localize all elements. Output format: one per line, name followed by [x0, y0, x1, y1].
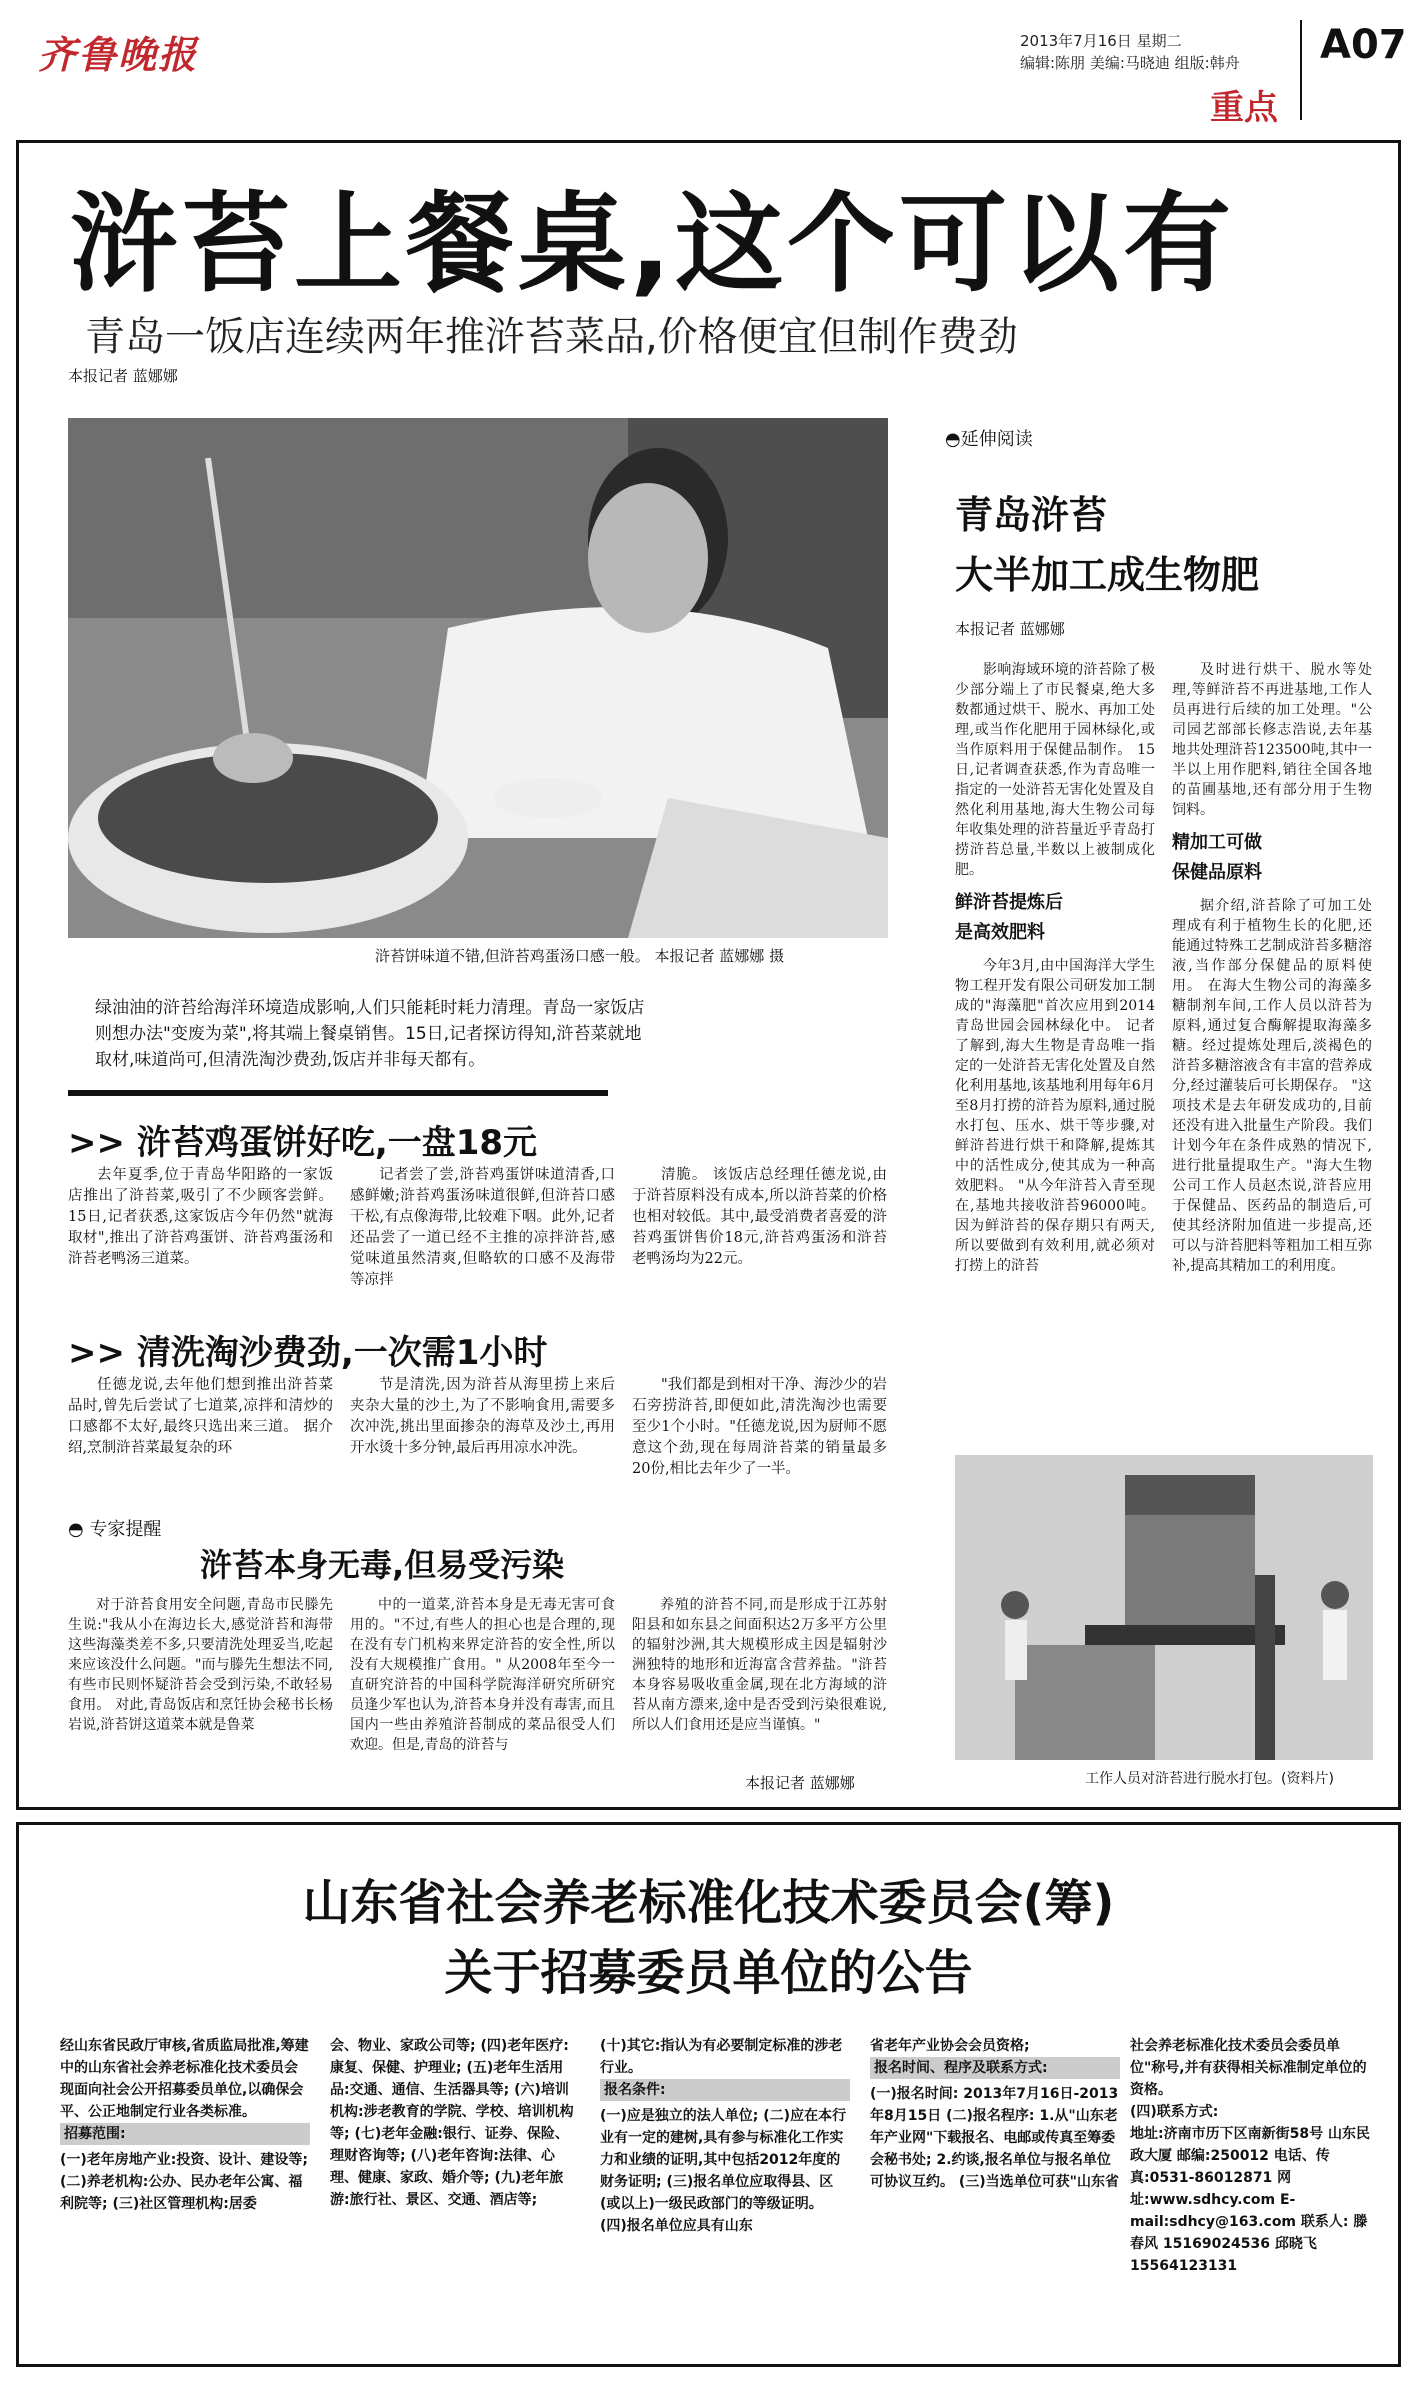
dining-photo: [68, 418, 888, 938]
dining-photo-art: [68, 418, 888, 938]
expert-kicker: ◓ 专家提醒: [68, 1519, 162, 1540]
notice-col4-body: (一)报名时间: 2013年7月16日-2013年8月15日 (二)报名程序: 1.从"山东老年产业网"下载报名、电邮或传真至筹委会秘书处; 2.约谈,报名单位与报名单位可协议互约。 (三)当选单位可获"山东省: [870, 2086, 1119, 2190]
sidebar-col1-para-b: 今年3月,由中国海洋大学生物工程开发有限公司研发加工制成的"海藻肥"首次应用到2014青岛世园会园林绿化中。 记者了解到,海大生物是青岛唯一指定的一处浒苔无害化处置及自然化利用基地,该基地利用每年6月至8月打捞的浒苔为原料,通过脱水打包、压水、烘干等步骤,对鲜浒苔进行烘干和降解,提炼其中的活性成分,使其成为一种高效肥料。 "从今年浒苔入青至现在,基地共接收浒苔96000吨。因为鲜浒苔的保存期只有两天,所以要做到有效利用,就必须对打捞上的浒苔: [955, 958, 1155, 1274]
notice-col1-intro: 经山东省民政厅审核,省质监局批准,筹建中的山东省社会养老标准化技术委员会现面向社会公开招募委员单位,以确保会平、公正地制定行业各类标准。: [60, 2038, 309, 2120]
notice-col5: [1130, 2035, 1375, 2277]
sidebar-kicker: ◓延伸阅读: [945, 429, 1033, 450]
notice-col3-heading: 报名条件:: [600, 2079, 850, 2101]
expert-col2: [350, 1595, 615, 1755]
baling-photo-caption: 工作人员对浒苔进行脱水打包。(资料片): [1085, 1771, 1334, 1787]
section1-title: >> 浒苔鸡蛋饼好吃,一盘18元: [68, 1123, 538, 1163]
section1-col2: [350, 1165, 615, 1291]
sidebar-col1-para-a: 影响海域环境的浒苔除了极少部分端上了市民餐桌,绝大多数都通过烘干、脱水、再加工处理,或当作化肥用于园林绿化,或当作原料用于保健品制作。 15日,记者调查获悉,作为青岛唯一指定的一处浒苔无害化处置及自然化利用基地,海大生物公司每年收集处理的浒苔量近乎青岛打捞浒苔总量,半数以上被制成化肥。: [955, 662, 1155, 878]
baling-photo-art: [955, 1455, 1373, 1760]
sidebar-byline: 本报记者 蓝娜娜: [955, 620, 1065, 638]
section1-col3-text: 清脆。 该饭店总经理任德龙说,由于浒苔原料没有成本,所以浒苔菜的价格也相对较低。其中,最受消费者喜爱的浒苔鸡蛋饼售价18元,浒苔鸡蛋汤和浒苔老鸭汤均为22元。: [632, 1167, 887, 1267]
notice-col3-body: (一)应是独立的法人单位; (二)应在本行业有一定的建树,具有参与标准化工作实力和业绩的证明,其中包括2012年度的财务证明; (三)报名单位应取得县、区(或以上)一级民政部门的等级证明。 (四)报名单位应具有山东: [600, 2108, 847, 2234]
expert-kicker-text: 专家提醒: [89, 1519, 162, 1540]
section2-col2-text: 节是清洗,因为浒苔从海里捞上来后夹杂大量的沙土,为了不影响食用,需要多次冲洗,挑出里面掺杂的海草及沙土,再用开水烫十多分钟,最后再用凉水冲洗。: [350, 1377, 615, 1456]
notice-col4-heading: 报名时间、程序及联系方式:: [870, 2057, 1120, 2079]
notice-col5-intro: 社会养老标准化技术委员会委员单位"称号,并有获得相关标准制定单位的资格。: [1130, 2038, 1367, 2098]
section2-col3-text: "我们都是到相对干净、海沙少的岩石旁捞浒苔,即便如此,清洗淘沙也需要至少1个小时。"任德龙说,因为厨师不愿意这个劲,现在每周浒苔菜的销量最多20份,相比去年少了一半。: [632, 1377, 887, 1477]
section1-col2-text: 记者尝了尝,浒苔鸡蛋饼味道清香,口感鲜嫩;浒苔鸡蛋汤味道很鲜,但浒苔口感干松,有点像海带,比较难下咽。此外,记者还品尝了一道已经不主推的凉拌浒苔,感觉味道虽然清爽,但略软的口感不及海带等凉拌: [350, 1167, 615, 1288]
section2-title: >> 清洗淘沙费劲,一次需1小时: [68, 1333, 548, 1373]
expert-col1: [68, 1595, 333, 1735]
notice-col1: [60, 2035, 310, 2215]
notice-col1-heading: 招募范围:: [60, 2123, 310, 2145]
notice-col4-intro: 省老年产业协会会员资格;: [870, 2038, 1030, 2054]
sidebar-col2-para-a: 及时进行烘干、脱水等处理,等鲜浒苔不再进基地,工作人员再进行后续的加工处理。"公司园艺部部长修志浩说,去年基地共处理浒苔123500吨,其中一半以上用作肥料,销往全国各地的苗圃基地,还有部分用于生物饲料。: [1172, 662, 1372, 818]
newspaper-logo: 齐鲁晚报: [38, 32, 199, 77]
masthead-divider: [1300, 20, 1302, 120]
expert-col3-text: 养殖的浒苔不同,而是形成于江苏射阳县和如东县之间面积达2万多平方公里的辐射沙洲,其大规模形成主因是辐射沙洲独特的地形和近海富含营养盐。"浒苔本身容易吸收重金属,现在北方海域的浒苔从南方漂来,途中是否受到污染很难说,所以人们食用还是应当谨慎。": [632, 1597, 887, 1733]
subheadline: 青岛一饭店连续两年推浒苔菜品,价格便宜但制作费劲: [85, 314, 1018, 360]
photo-caption: 浒苔饼味道不错,但浒苔鸡蛋汤口感一般。 本报记者 蓝娜娜 摄: [375, 947, 785, 965]
sidebar-title: [955, 485, 1259, 605]
section2-col1-text: 任德龙说,去年他们想到推出浒苔菜品时,曾先后尝试了七道菜,凉拌和清炒的口感都不太好,最终只选出来三道。 据介绍,烹制浒苔菜最复杂的环: [68, 1377, 333, 1456]
notice-title-line1: 山东省社会养老标准化技术委员会(筹): [302, 1875, 1115, 1931]
lead-rule: [68, 1090, 608, 1096]
section2-col1: [68, 1375, 333, 1459]
notice-col5-body: 地址:济南市历下区南新街58号 山东民政大厦 邮编:250012 电话、传真:0531-86012871 网址:www.sdhcy.com E-mail:sdhcy@163.com 联系人: 滕春风 15169024536 邱晓飞 15564123131: [1130, 2126, 1370, 2274]
notice-title-line2: 关于招募委员单位的公告: [444, 1945, 973, 2001]
section1-col1-text: 去年夏季,位于青岛华阳路的一家饭店推出了浒苔菜,吸引了不少顾客尝鲜。15日,记者获悉,这家饭店今年仍然"就海取材",推出了浒苔鸡蛋饼、浒苔鸡蛋汤和浒苔老鸭汤三道菜。: [68, 1167, 333, 1267]
sidebar-title-line2: 大半加工成生物肥: [955, 553, 1260, 597]
editor-credits: 编辑:陈朋 美编:马晓迪 组版:韩舟: [1020, 54, 1240, 72]
notice-col4: [870, 2035, 1120, 2193]
article-byline: 本报记者 蓝娜娜: [68, 367, 178, 385]
section1-col3: [632, 1165, 887, 1270]
lead-paragraph: 绿油油的浒苔给海洋环境造成影响,人们只能耗时耗力清理。青岛一家饭店则想办法"变废为菜",将其端上餐桌销售。15日,记者探访得知,浒苔菜就地取材,味道尚可,但清洗淘沙费劲,饭店并非每天都有。: [95, 998, 645, 1070]
section-label: 重点: [1210, 88, 1278, 128]
notice-col3-intro: (十)其它:指认为有必要制定标准的涉老行业。: [600, 2038, 843, 2076]
headline: 浒苔上餐桌,这个可以有: [70, 182, 1236, 307]
sidebar-col2-subhead: 精加工可做 保健品原料: [1172, 832, 1262, 883]
notice-col2-body: 会、物业、家政公司等; (四)老年医疗:康复、保健、护理业; (五)老年生活用品:交通、通信、生活器具等; (六)培训机构:涉老教育的学院、学校、培训机构等; (七)老年金融:银行、证券、保险、理财咨询等; (八)老年咨询:法律、心理、健康、家政、婚介等; (九)老年旅游:旅行社、景区、交通、酒店等;: [330, 2038, 574, 2208]
expert-title: 浒苔本身无毒,但易受污染: [200, 1546, 565, 1584]
notice-col3: [600, 2035, 850, 2237]
expert-col3: [632, 1595, 887, 1735]
sidebar-col2: [1172, 660, 1372, 1276]
issue-date: 2013年7月16日 星期二: [1020, 32, 1182, 50]
notice-col5-heading: (四)联系方式:: [1130, 2104, 1219, 2120]
baling-photo: [955, 1455, 1373, 1760]
expert-byline: 本报记者 蓝娜娜: [745, 1774, 855, 1792]
expert-col1-text: 对于浒苔食用安全问题,青岛市民滕先生说:"我从小在海边长大,感觉浒苔和海带这些海藻类差不多,只要清洗处理妥当,吃起来应该没什么问题。"而与滕先生想法不同,有些市民则怀疑浒苔会受到污染,不敢轻易食用。 对此,青岛饭店和烹饪协会秘书长杨岩说,浒苔饼这道菜本就是鲁菜: [68, 1597, 333, 1733]
issue-meta: [1020, 30, 1240, 74]
notice-col1-body: (一)老年房地产业:投资、设计、建设等; (二)养老机构:公办、民办老年公寓、福利院等; (三)社区管理机构:居委: [60, 2152, 308, 2212]
section2-col3: [632, 1375, 887, 1480]
page-number: A07: [1320, 22, 1407, 68]
sidebar-col1: [955, 660, 1155, 1276]
section1-col1: [68, 1165, 333, 1270]
sidebar-kicker-text: 延伸阅读: [960, 429, 1033, 450]
notice-col2: [330, 2035, 580, 2211]
expert-col2-text: 中的一道菜,浒苔本身是无毒无害可食用的。"不过,有些人的担心也是合理的,现在没有专门机构来界定浒苔的安全性,所以没有大规模推广食用。" 从2008年至今一直研究浒苔的中国科学院海洋研究所研究员逢少军也认为,浒苔本身并没有毒害,而且国内一些由养殖浒苔制成的菜品很受人们欢迎。但是,青岛的浒苔与: [350, 1597, 615, 1753]
sidebar-col2-para-b: 据介绍,浒苔除了可加工处理成有利于植物生长的化肥,还能通过特殊工艺制成浒苔多糖溶液,当作部分保健品的原料使用。 在海大生物公司的海藻多糖制剂车间,工作人员以浒苔为原料,通过复合酶解提取海藻多糖。经过提炼处理后,淡褐色的浒苔多糖溶液含有丰富的营养成分,经过灌装后可长期保存。 "这项技术是去年研发成功的,目前还没有进入批量生产阶段。我们计划今年在条件成熟的情况下,进行批量提取生产。"海大生物公司工作人员赵杰说,浒苔应用于保健品、医药品的制造后,可使其经济附加值进一步提高,还可以与浒苔肥料等粗加工相互弥补,提高其精加工的利用度。: [1172, 898, 1372, 1274]
sidebar-title-line1: 青岛浒苔: [955, 493, 1108, 537]
sidebar-col1-subhead: 鲜浒苔提炼后 是高效肥料: [955, 892, 1063, 943]
section2-col2: [350, 1375, 615, 1459]
